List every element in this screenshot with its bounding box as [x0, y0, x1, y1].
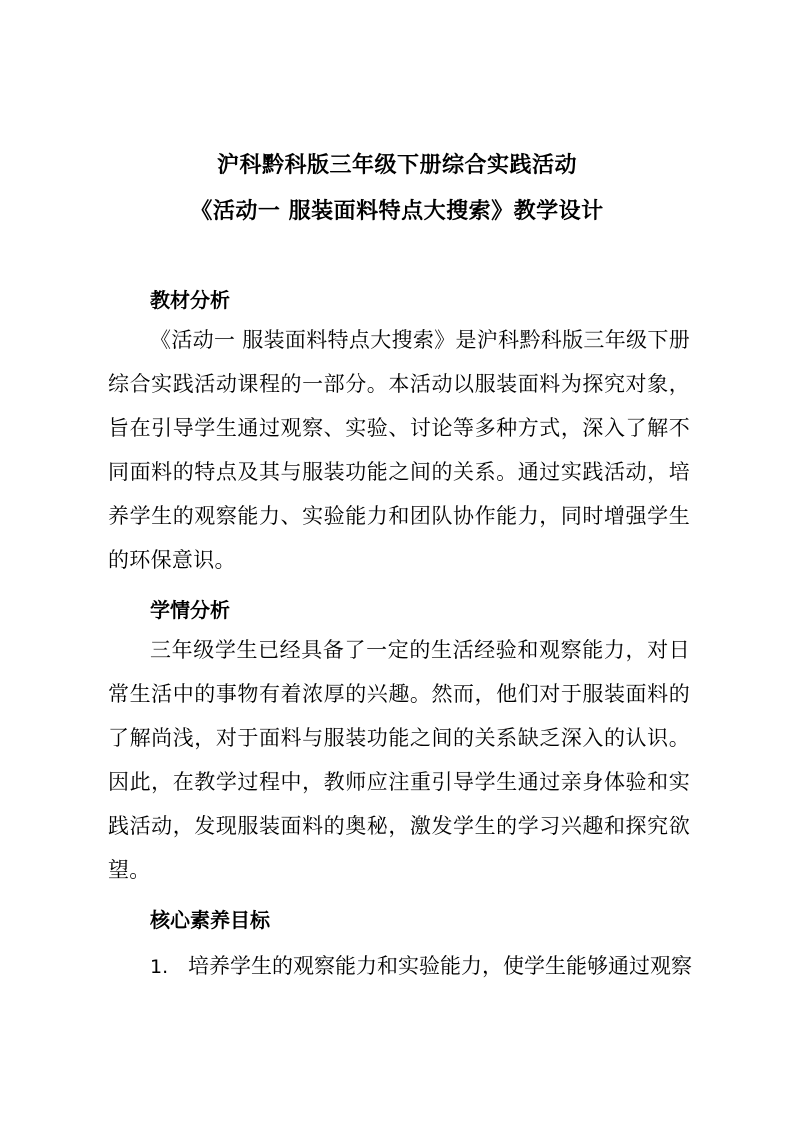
section-paragraph-textbook-analysis: 《活动一 服装面料特点大搜索》是沪科黔科版三年级下册综合实践活动课程的一部分。本活动以服装面料为探究对象，旨在引导学生通过观察、实验、讨论等多种方式，深入了解不同面料的特点及其与服装功能之间的关系。通过实践活动，培养学生的观察能力、实验能力和团队协作能力，同时增强学生的环保意识。 [108, 328, 690, 572]
document-title-line-1: 沪科黔科版三年级下册综合实践活动 [216, 153, 577, 178]
document-title-line-2: 《活动一 服装面料特点大搜索》教学设计 [190, 199, 604, 224]
list-item [150, 944, 690, 989]
section-paragraph-learner-analysis: 三年级学生已经具备了一定的生活经验和观察能力，对日常生活中的事物有着浓厚的兴趣。然而，他们对于服装面料的了解尚浅，对于面料与服装功能之间的关系缺乏深入的认识。因此，在教学过程中，教师应注重引导学生通过亲身体验和实践活动，发现服装面料的奥秘，激发学生的学习兴趣和探究欲望。 [108, 638, 690, 882]
list-item-number: 1. [150, 956, 169, 978]
section-heading-textbook-analysis: 教材分析 [150, 288, 230, 312]
section-heading-learner-analysis: 学情分析 [150, 598, 230, 622]
section-heading-core-competency-goals: 核心素养目标 [150, 908, 270, 932]
list-item-text: 培养学生的观察能力和实验能力，使学生能够通过观察 [188, 954, 692, 978]
